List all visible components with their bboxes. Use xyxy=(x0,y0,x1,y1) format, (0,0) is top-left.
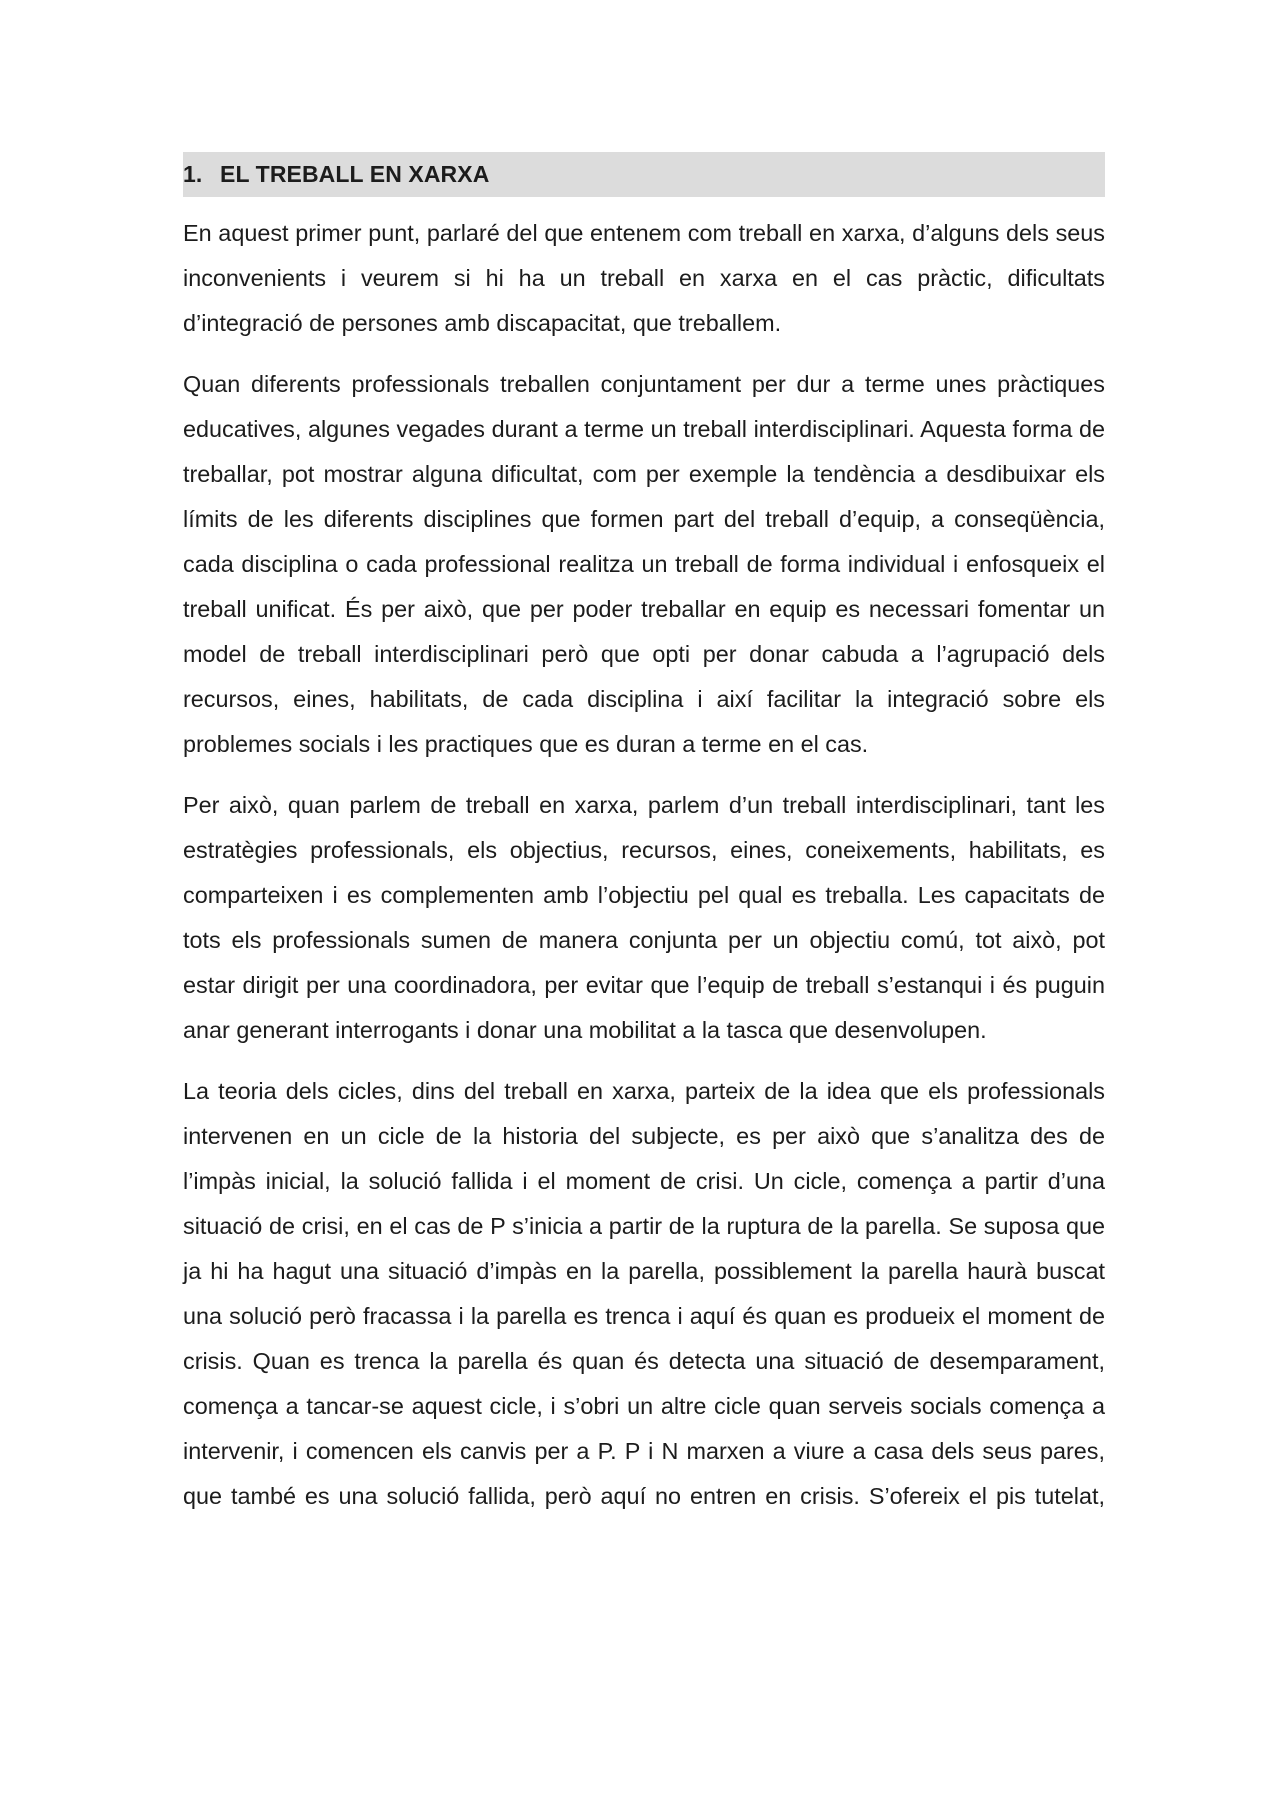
section-title: EL TREBALL EN XARXA xyxy=(220,161,490,187)
section-number: 1. xyxy=(183,161,203,187)
document-body xyxy=(183,152,1105,1535)
paragraph-intro: En aquest primer punt, parlaré del que entenem com treball en xarxa, d’alguns dels seus inconvenients i veurem si hi ha un treball en xarxa en el cas pràctic, dificultats d’integració de persones amb discapacitat, que treballem. xyxy=(183,220,1105,336)
paragraph-network-work: Per això, quan parlem de treball en xarxa, parlem d’un treball interdisciplinari, tant les estratègies professionals, els objectius, recursos, eines, coneixements, habilitats, es comparteixen i es complementen amb l’objectiu pel qual es treballa. Les capacitats de tots els professionals sumen de manera conjunta per un objectiu comú, tot això, pot estar dirigit per una coordinadora, per evitar que l’equip de treball s’estanqui i és puguin anar generant interrogants i donar una mobilitat a la tasca que desenvolupen. xyxy=(183,792,1105,1043)
paragraph-cycle-theory: La teoria dels cicles, dins del treball en xarxa, parteix de la idea que els professionals intervenen en un cicle de la historia del subjecte, es per això que s’analitza des de l’impàs inicial, la solució fallida i el moment de crisi. Un cicle, comença a partir d’una situació de crisi, en el cas de P s’inicia a partir de la ruptura de la parella. Se suposa que ja hi ha hagut una situació d’impàs en la parella, possiblement la parella haurà buscat una solució però fracassa i la parella es trenca i aquí és quan es produeix el moment de crisis. Quan es trenca la parella és quan és detecta una situació de desemparament, comença a tancar-se aquest cicle, i s’obri un altre cicle quan serveis socials comença a intervenir, i comencen els canvis per a P. P i N marxen a viure a casa dels seus pares, que també es una solució fallida, però aquí no entren en crisis. S’ofereix el pis tutelat, xyxy=(183,1078,1105,1509)
section-heading xyxy=(183,152,1105,197)
paragraph-interdisciplinary: Quan diferents professionals treballen conjuntament per dur a terme unes pràctiques educatives, algunes vegades durant a terme un treball interdisciplinari. Aquesta forma de treballar, pot mostrar alguna dificultat, com per exemple la tendència a desdibuixar els límits de les diferents disciplines que formen part del treball d’equip, a conseqüència, cada disciplina o cada professional realitza un treball de forma individual i enfosqueix el treball unificat. És per això, que per poder treballar en equip es necessari fomentar un model de treball interdisciplinari però que opti per donar cabuda a l’agrupació dels recursos, eines, habilitats, de cada disciplina i així facilitar la integració sobre els problemes socials i les practiques que es duran a terme en el cas. xyxy=(183,371,1105,757)
